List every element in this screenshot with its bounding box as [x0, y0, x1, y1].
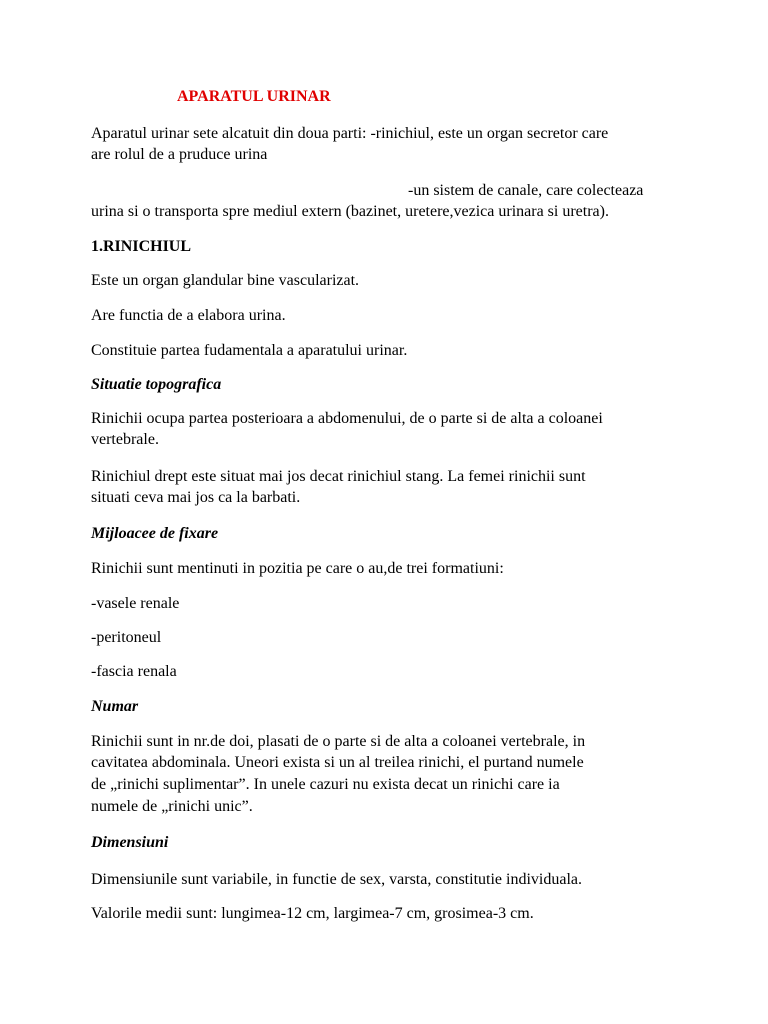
paragraph: Rinichii sunt mentinuti in pozitia pe care o au,de trei formatiuni:: [91, 560, 504, 577]
paragraph-line: Rinichiul drept este situat mai jos decat rinichiul stang. La femei rinichii sunt: [91, 468, 586, 485]
section-heading: 1.RINICHIUL: [91, 238, 192, 255]
paragraph: Este un organ glandular bine vascularizat.: [91, 272, 360, 289]
subsection-heading: Situatie topografica: [91, 376, 222, 393]
paragraph-line: situati ceva mai jos ca la barbati.: [91, 489, 301, 506]
document-title: APARATUL URINAR: [177, 88, 331, 105]
subsection-heading: Mijloacee de fixare: [91, 525, 219, 542]
paragraph-line: Rinichii sunt in nr.de doi, plasati de o parte si de alta a coloanei vertebrale, in: [91, 733, 586, 750]
subsection-heading: Numar: [91, 698, 139, 715]
paragraph: Dimensiunile sunt variabile, in functie de sex, varsta, constitutie individuala.: [91, 871, 582, 888]
paragraph-line: cavitatea abdominala. Uneori exista si un al treilea rinichi, el purtand numele: [91, 754, 584, 771]
list-item: -fascia renala: [91, 663, 177, 680]
list-item: -peritoneul: [91, 629, 162, 646]
paragraph-line: vertebrale.: [91, 431, 159, 448]
paragraph-line: numele de „rinichi unic”.: [91, 798, 253, 815]
paragraph-line: de „rinichi suplimentar”. In unele cazuri nu exista decat un rinichi care ia: [91, 776, 560, 793]
intro-line: urina si o transporta spre mediul extern (bazinet, uretere,vezica urinara si uretra).: [91, 203, 609, 220]
subsection-heading: Dimensiuni: [91, 834, 169, 851]
intro-line: Aparatul urinar sete alcatuit din doua parti: -rinichiul, este un organ secretor care: [91, 125, 609, 142]
intro-line: -un sistem de canale, care colecteaza: [408, 182, 644, 199]
paragraph: Are functia de a elabora urina.: [91, 307, 286, 324]
paragraph: Valorile medii sunt: lungimea-12 cm, largimea-7 cm, grosimea-3 cm.: [91, 905, 534, 922]
list-item: -vasele renale: [91, 595, 180, 612]
intro-line: are rolul de a pruduce urina: [91, 146, 268, 163]
paragraph-line: Rinichii ocupa partea posterioara a abdomenului, de o parte si de alta a coloanei: [91, 410, 603, 427]
paragraph: Constituie partea fudamentala a aparatului urinar.: [91, 342, 408, 359]
